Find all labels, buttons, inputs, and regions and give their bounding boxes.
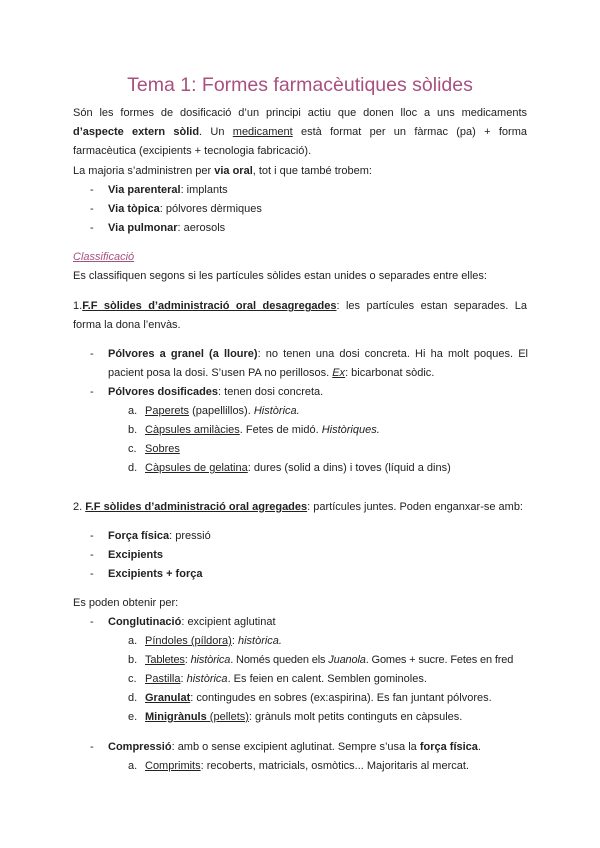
dosif-subitem: Paperets (papellillos). Històrica. — [145, 405, 300, 417]
list-letter: e. — [128, 711, 138, 723]
list-letter: d. — [128, 462, 138, 474]
bullet-dash: - — [90, 184, 94, 196]
bullet-dash: - — [90, 348, 94, 360]
congl-subitem: Granulat: contingudes en sobres (ex:aspirina). Es fan juntant pólvores. — [145, 692, 492, 704]
granel-item-line-2: pacient posa la dosi. S’usen PA no perillosos. Ex: bicarbonat sòdic. — [108, 367, 435, 379]
list-letter: b. — [128, 654, 138, 666]
agregades-bullet: Força física: pressió — [108, 530, 211, 542]
list-letter: a. — [128, 405, 138, 417]
via-item: Via parenteral: implants — [108, 184, 228, 196]
dosif-subitem: Sobres — [145, 443, 180, 455]
congl-subitem: Pastilla: històrica. Es feien en calent. Semblen gominoles. — [145, 673, 427, 685]
list-letter: b. — [128, 424, 138, 436]
section-1-heading: 1.F.F sòlides d’administració oral desagregades: les partícules estan separades. La — [73, 300, 527, 312]
congl-subitem: Píndoles (píldora): històrica. — [145, 635, 282, 647]
list-letter: a. — [128, 760, 138, 772]
granel-item: Pólvores a granel (a lloure): no tenen una dosi concreta. Hi ha molt poques. El — [108, 348, 528, 360]
agregades-bullet: Excipients — [108, 549, 164, 561]
congl-subitem: Tabletes: històrica. Només queden els Juanola. Gomes + sucre. Fetes en fred — [145, 654, 514, 666]
dosif-subitem: Càpsules amilàcies. Fetes de midó. Històriques. — [145, 424, 380, 436]
congl-subitem: Minigrànuls (pellets): grànuls molt petits continguts en càpsules. — [145, 711, 463, 723]
list-letter: c. — [128, 443, 137, 455]
bullet-dash: - — [90, 530, 94, 542]
list-letter: a. — [128, 635, 138, 647]
intro-line-2: d’aspecte extern sòlid. Un medicament està format per un fàrmac (pa) + forma — [73, 126, 527, 138]
dosif-subitem: Càpsules de gelatina: dures (solid a dins) i toves (líquid a dins) — [145, 462, 451, 474]
list-letter: c. — [128, 673, 137, 685]
intro-line-1: Són les formes de dosificació d’un principi actiu que donen lloc a uns medicaments — [73, 107, 527, 119]
bullet-dash: - — [90, 741, 94, 753]
via-item: Via tòpica: pólvores dèrmiques — [108, 203, 262, 215]
section-1-line-2: forma la dona l’envàs. — [73, 319, 181, 331]
obtain-text: Es poden obtenir per: — [73, 597, 179, 609]
compressio-item: Compressió: amb o sense excipient aglutinat. Sempre s’usa la força física. — [108, 741, 481, 753]
bullet-dash: - — [90, 203, 94, 215]
conglutinacio-item: Conglutinació: excipient aglutinat — [108, 616, 276, 628]
list-letter: d. — [128, 692, 138, 704]
intro-line-3: farmacèutica (excipients + tecnologia fabricació). — [73, 145, 312, 157]
medicament-term: medicament — [232, 126, 293, 138]
dosificades-item: Pólvores dosificades: tenen dosi concreta. — [108, 386, 324, 398]
bullet-dash: - — [90, 568, 94, 580]
bullet-dash: - — [90, 549, 94, 561]
classification-text: Es classifiquen segons si les partícules sòlides estan unides o separades entre elles: — [73, 270, 487, 282]
bullet-dash: - — [90, 386, 94, 398]
via-item: Via pulmonar: aerosols — [108, 222, 226, 234]
agregades-bullet: Excipients + força — [108, 568, 203, 580]
classification-heading: Classificació — [73, 251, 135, 263]
section-2-heading: 2. F.F sòlides d’administració oral agregades: partícules juntes. Poden enganxar-se amb: — [73, 501, 523, 513]
compr-subitem: Comprimits: recoberts, matricials, osmòtics... Majoritaris al mercat. — [145, 760, 469, 772]
page-title: Tema 1: Formes farmacèutiques sòlides — [127, 74, 473, 96]
bullet-dash: - — [90, 616, 94, 628]
intro-line-4: La majoria s’administren per via oral, tot i que també trobem: — [73, 165, 372, 177]
bullet-dash: - — [90, 222, 94, 234]
